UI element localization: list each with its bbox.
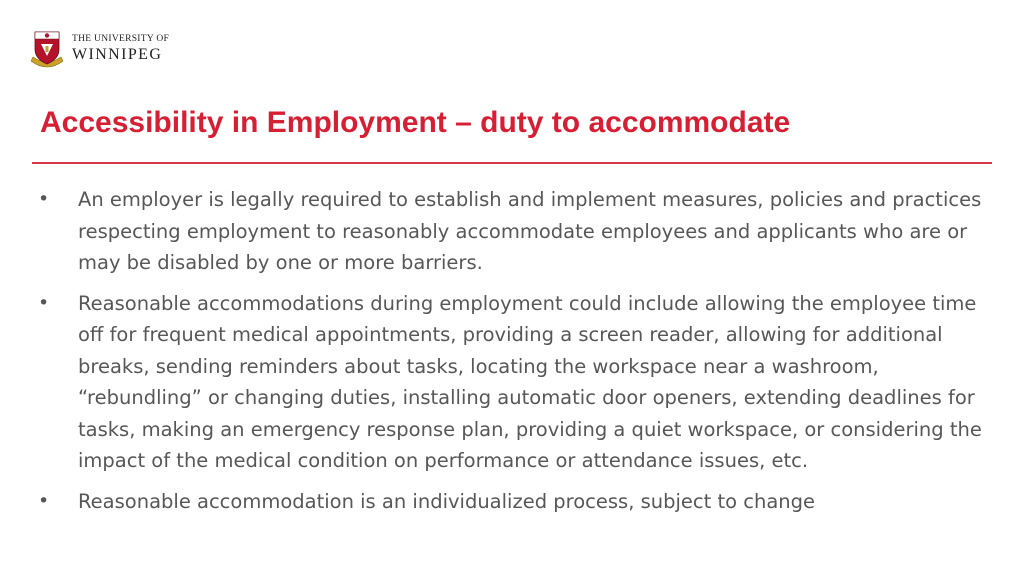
- bullet-text: Reasonable accommodations during employment could include allowing the employee time off for frequent medical appointments, providing a screen reader, allowing for additional breaks, sending reminders about tasks, locating the workspace near a washroom, “rebundling” or changing duties, installing automatic door openers, extending deadlines for tasks, making an emergency response plan, providing a quiet workspace, or considering the impact of the medical condition on performance or attendance issues, etc.: [78, 291, 982, 472]
- bullet-item: [38, 184, 988, 279]
- bullet-text: Reasonable accommodation is an individualized process, subject to change: [78, 489, 816, 513]
- bullet-item: [38, 288, 988, 477]
- bullet-marker: •: [38, 188, 50, 210]
- bullet-marker: •: [38, 489, 50, 512]
- crest-icon: [28, 27, 66, 71]
- slide-title: Accessibility in Employment – duty to accommodate: [40, 106, 791, 139]
- bullet-list: [38, 184, 988, 526]
- title-divider: [32, 162, 992, 164]
- bullet-item: [38, 486, 988, 518]
- bullet-marker: •: [38, 291, 50, 314]
- university-wordmark: [72, 35, 169, 64]
- bullet-text: An employer is legally required to establish and implement measures, policies and practices respecting employment to reasonably accommodate employees and applicants who are or may be disabled by one or more barriers.: [78, 188, 982, 274]
- university-logo: [28, 27, 169, 71]
- wordmark-line-2: WINNIPEG: [72, 46, 163, 64]
- wordmark-line-1: THE UNIVERSITY OF: [72, 33, 170, 44]
